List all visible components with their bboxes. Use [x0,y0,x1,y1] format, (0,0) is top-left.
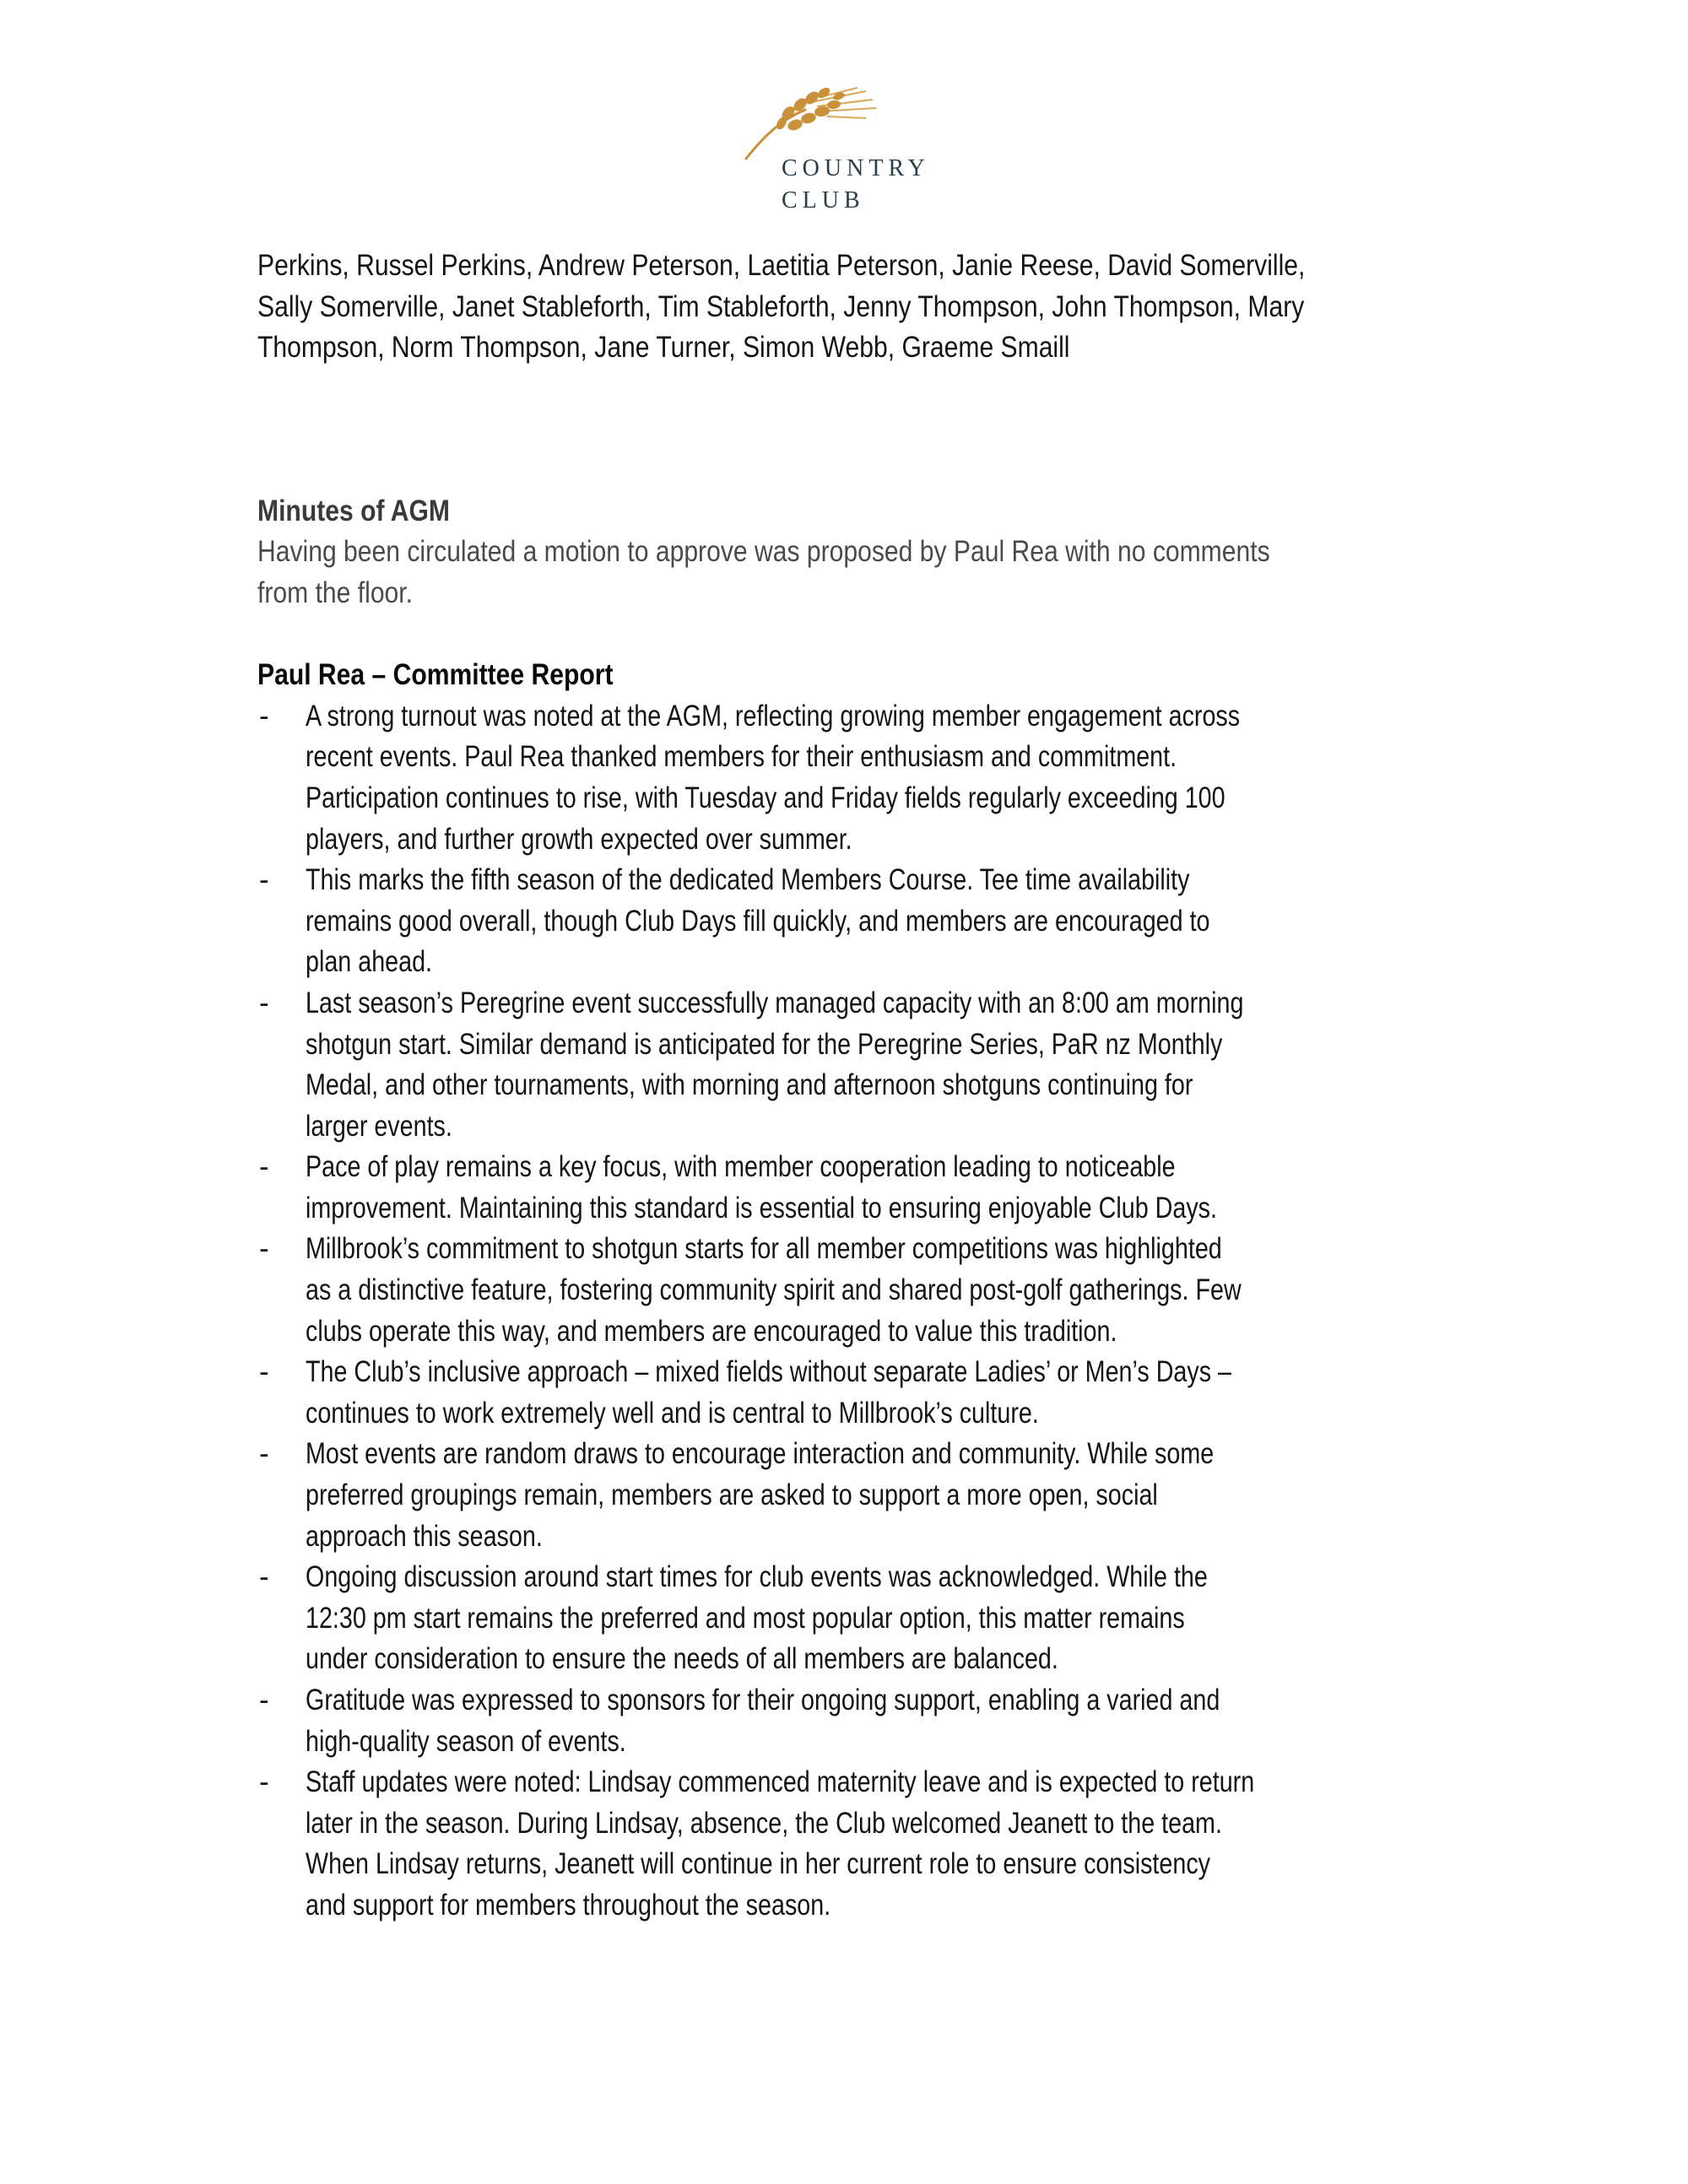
bullet-line: clubs operate this way, and members are encouraged to value this tradition. [306,1314,1117,1348]
dash-bullet-icon: - [259,1232,269,1266]
committee-report-section [257,655,1473,1926]
report-bullet [257,1147,1473,1229]
report-bullet [257,1229,1473,1352]
committee-report-heading: Paul Rea – Committee Report [257,658,614,692]
minutes-text-line: from the floor. [257,576,414,609]
bullet-line: remains good overall, though Club Days fill quickly, and members are encouraged to [306,904,1210,938]
minutes-section [257,491,1473,614]
bullet-line: recent events. Paul Rea thanked members for their enthusiasm and commitment. [306,740,1177,774]
attendees-line: Thompson, Norm Thompson, Jane Turner, Simon Webb, Graeme Smaill [257,331,1070,365]
report-bullet [257,1680,1473,1762]
bullet-line: Gratitude was expressed to sponsors for their ongoing support, enabling a varied and [306,1684,1220,1716]
logo-text-club: CLUB [782,187,865,214]
report-bullet [257,860,1473,983]
dash-bullet-icon: - [259,1150,269,1184]
logo-text-country: COUNTRY [782,155,930,181]
bullet-line: continues to work extremely well and is central to Millbrook’s culture. [306,1396,1039,1430]
dash-bullet-icon: - [259,986,269,1019]
attendees-line: Perkins, Russel Perkins, Andrew Peterson, Laetitia Peterson, Janie Reese, David Somerville, [257,249,1306,282]
dash-bullet-icon: - [259,1560,269,1594]
bullet-line: larger events. [306,1109,452,1143]
bullet-line: and support for members throughout the season. [306,1888,831,1922]
bullet-line: plan ahead. [306,945,433,979]
bullet-line: A strong turnout was noted at the AGM, reflecting growing member engagement across [306,699,1241,733]
bullet-line: Pace of play remains a key focus, with member cooperation leading to noticeable [306,1150,1176,1184]
report-bullet [257,1434,1473,1557]
bullet-line: approach this season. [306,1519,543,1553]
bullet-line: Staff updates were noted: Lindsay commenced maternity leave and is expected to return [306,1765,1255,1799]
bullet-line: improvement. Maintaining this standard is essential to ensuring enjoyable Club Days. [306,1191,1218,1224]
minutes-heading: Minutes of AGM [257,494,450,527]
report-bullet [257,696,1473,860]
bullet-line: Millbrook’s commitment to shotgun starts for all member competitions was highlighted [306,1232,1222,1266]
committee-report-bullets [257,696,1473,1927]
bullet-line: Most events are random draws to encourage interaction and community. While some [306,1437,1215,1471]
bullet-line: Last season’s Peregrine event successfully managed capacity with an 8:00 am morning [306,986,1244,1019]
dash-bullet-icon: - [259,1684,269,1716]
bullet-line: as a distinctive feature, fostering community spirit and shared post-golf gatherings. Few [306,1273,1242,1307]
bullet-line: under consideration to ensure the needs of all members are balanced. [306,1642,1058,1676]
bullet-line: players, and further growth expected over summer. [306,822,852,856]
bullet-line: preferred groupings remain, members are asked to support a more open, social [306,1479,1158,1512]
dash-bullet-icon: - [259,1355,269,1389]
report-bullet [257,983,1473,1147]
minutes-text-line: Having been circulated a motion to approve was proposed by Paul Rea with no comments [257,535,1270,569]
bullet-line: later in the season. During Lindsay, absence, the Club welcomed Jeanett to the team. [306,1806,1222,1840]
report-bullet [257,1557,1473,1680]
bullet-line: When Lindsay returns, Jeanett will continue in her current role to ensure consistency [306,1847,1211,1881]
bullet-line: Ongoing discussion around start times for club events was acknowledged. While the [306,1560,1208,1594]
dash-bullet-icon: - [259,699,269,733]
document-content [257,246,1473,1927]
bullet-line: Participation continues to rise, with Tuesday and Friday fields regularly exceeding 100 [306,781,1225,814]
bullet-line: shotgun start. Similar demand is anticipated for the Peregrine Series, PaR nz Monthly [306,1027,1223,1061]
bullet-line: high-quality season of events. [306,1724,626,1758]
report-bullet [257,1352,1473,1434]
attendees-list [257,246,1473,369]
dash-bullet-icon: - [259,863,269,897]
bullet-line: Medal, and other tournaments, with morning and afternoon shotguns continuing for [306,1068,1193,1102]
bullet-line: The Club’s inclusive approach – mixed fields without separate Ladies’ or Men’s Days – [306,1355,1232,1389]
bullet-line: 12:30 pm start remains the preferred and most popular option, this matter remains [306,1601,1185,1635]
attendees-line: Sally Somerville, Janet Stableforth, Tim Stableforth, Jenny Thompson, John Thompson, Mary [257,289,1305,323]
bullet-line: This marks the fifth season of the dedicated Members Course. Tee time availability [306,863,1190,897]
dash-bullet-icon: - [259,1437,269,1471]
country-club-logo [739,84,959,219]
wheat-icon [739,84,959,160]
report-bullet [257,1762,1473,1926]
dash-bullet-icon: - [259,1765,269,1799]
